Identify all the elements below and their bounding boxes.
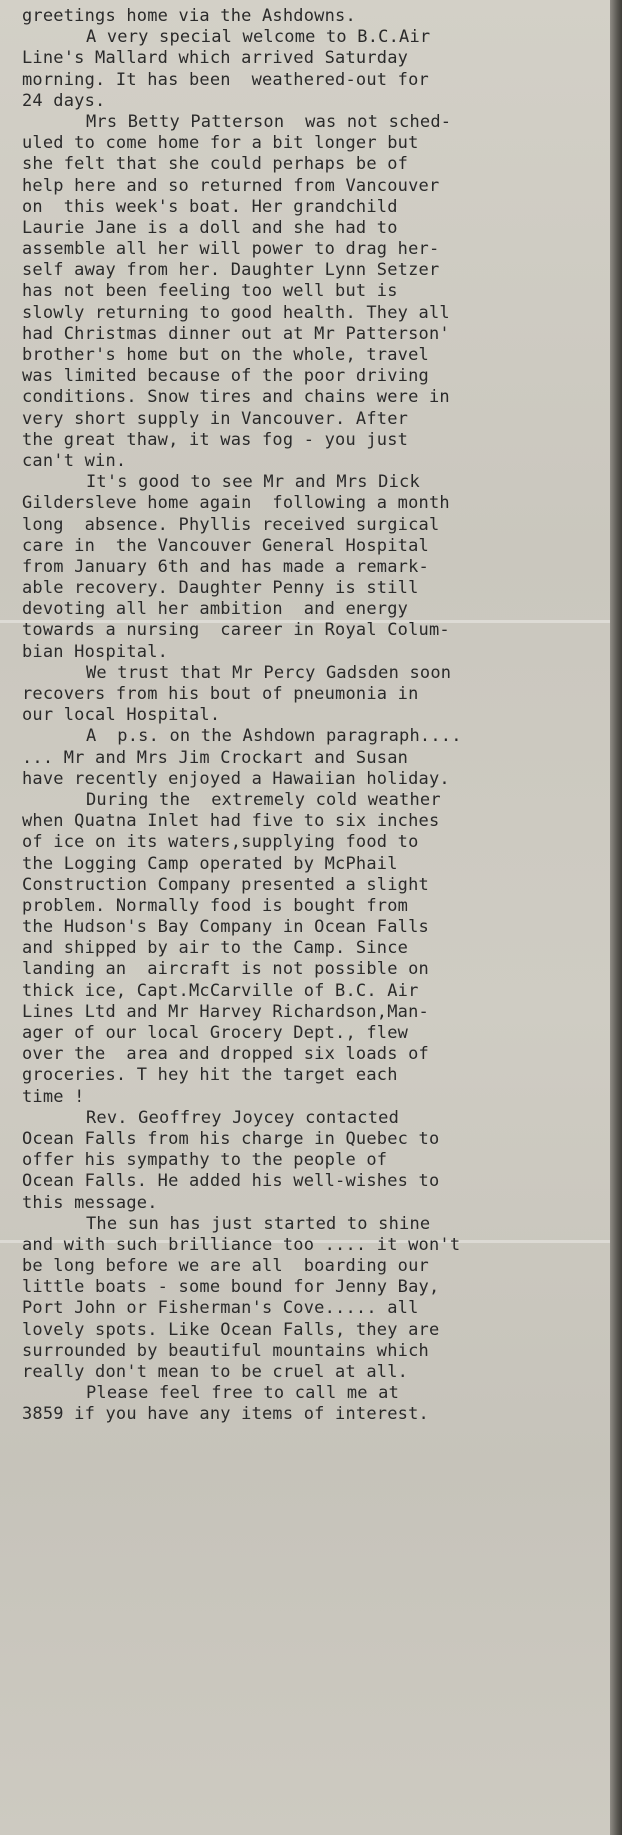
- text-line: time !: [22, 1086, 85, 1107]
- text-line: The sun has just started to shine: [86, 1213, 431, 1234]
- text-line: A very special welcome to B.C.Air: [86, 27, 431, 48]
- text-line: and shipped by air to the Camp. Since: [22, 938, 409, 959]
- text-line: assemble all her will power to drag her-: [22, 239, 440, 260]
- text-line: surrounded by beautiful mountains which: [22, 1340, 429, 1361]
- text-line: little boats - some bound for Jenny Bay,: [22, 1277, 440, 1298]
- text-line: able recovery. Daughter Penny is still: [22, 578, 419, 599]
- text-line: be long before we are all boarding our: [22, 1256, 429, 1277]
- paragraph-quatna-inlet: [22, 790, 602, 1108]
- paragraph-ashdown-ps: [22, 726, 602, 790]
- text-line: Port John or Fisherman's Cove..... all: [22, 1298, 419, 1319]
- text-line: ... Mr and Mrs Jim Crockart and Susan: [22, 747, 409, 768]
- text-line: morning. It has been weathered-out for: [22, 69, 429, 90]
- paragraph-betty-patterson: [22, 112, 602, 472]
- text-line: 24 days.: [22, 90, 106, 111]
- article-column: [22, 6, 602, 1426]
- text-line: help here and so returned from Vancouver: [22, 175, 440, 196]
- text-line: ager of our local Grocery Dept., flew: [22, 1023, 409, 1043]
- text-line: the Hudson's Bay Company in Ocean Falls: [22, 917, 429, 938]
- paragraph-contact: [22, 1383, 602, 1425]
- text-line: Construction Company presented a slight: [22, 874, 429, 895]
- text-line: Ocean Falls from his charge in Quebec to: [22, 1128, 440, 1149]
- clipping-edge-shadow: [610, 0, 622, 1835]
- text-line: really don't mean to be cruel at all.: [22, 1362, 409, 1382]
- paragraph-mallard-welcome: [22, 27, 602, 112]
- text-line: thick ice, Capt.McCarville of B.C. Air: [22, 980, 419, 1001]
- text-line: from January 6th and has made a remark-: [22, 556, 429, 577]
- text-line: We trust that Mr Percy Gadsden soon: [86, 662, 452, 683]
- text-line: and with such brilliance too .... it won't: [22, 1234, 461, 1255]
- paragraph-gildersleve: [22, 472, 602, 663]
- paragraph-sun-shine: [22, 1214, 602, 1384]
- text-line: can't win.: [22, 450, 127, 471]
- text-line: has not been feeling too well but is: [22, 281, 398, 302]
- text-line: brother's home but on the whole, travel: [22, 345, 429, 365]
- text-line: landing an aircraft is not possible on: [22, 959, 429, 980]
- text-line: It's good to see Mr and Mrs Dick: [86, 472, 420, 493]
- text-line: 3859 if you have any items of interest.: [22, 1404, 429, 1425]
- text-line: conditions. Snow tires and chains were in: [22, 387, 450, 408]
- text-line: care in the Vancouver General Hospital: [22, 535, 429, 556]
- text-line: problem. Normally food is bought from: [22, 895, 409, 916]
- text-line: our local Hospital.: [22, 705, 221, 726]
- text-line: Laurie Jane is a doll and she had to: [22, 217, 398, 238]
- text-line: offer his sympathy to the people of: [22, 1150, 388, 1171]
- text-line: uled to come home for a bit longer but: [22, 133, 419, 154]
- text-line: Gildersleve home again following a month: [22, 493, 450, 514]
- text-line: devoting all her ambition and energy: [22, 599, 409, 620]
- text-line: Ocean Falls. He added his well-wishes to: [22, 1171, 440, 1192]
- text-line: Line's Mallard which arrived Saturday: [22, 48, 409, 69]
- text-line: of ice on its waters,supplying food to: [22, 832, 419, 853]
- text-line: the Logging Camp operated by McPhail: [22, 853, 398, 874]
- text-line: on this week's boat. Her grandchild: [22, 196, 398, 217]
- paragraph-rev-joycey: [22, 1108, 602, 1214]
- text-line: slowly returning to good health. They all: [22, 302, 450, 323]
- paragraph-gadsden: [22, 663, 602, 727]
- text-line: had Christmas dinner out at Mr Patterson': [22, 323, 450, 344]
- text-line: greetings home via the Ashdowns.: [22, 6, 356, 26]
- text-line: Rev. Geoffrey Joycey contacted: [86, 1107, 400, 1128]
- paragraph-greetings: [22, 6, 602, 27]
- text-line: recovers from his bout of pneumonia in: [22, 684, 419, 704]
- text-line: Mrs Betty Patterson was not sched-: [86, 111, 452, 132]
- text-line: A p.s. on the Ashdown paragraph....: [86, 726, 462, 747]
- text-line: very short supply in Vancouver. After: [22, 408, 409, 429]
- text-line: was limited because of the poor driving: [22, 366, 429, 387]
- text-line: long absence. Phyllis received surgical: [22, 514, 440, 535]
- text-line: self away from her. Daughter Lynn Setzer: [22, 260, 440, 281]
- text-line: over the area and dropped six loads of: [22, 1044, 429, 1065]
- text-line: when Quatna Inlet had five to six inches: [22, 811, 440, 832]
- text-line: Please feel free to call me at: [86, 1383, 400, 1404]
- text-line: this message.: [22, 1192, 158, 1213]
- text-line: lovely spots. Like Ocean Falls, they are: [22, 1319, 440, 1340]
- text-line: groceries. T hey hit the target each: [22, 1065, 398, 1086]
- text-line: have recently enjoyed a Hawaiian holiday.: [22, 768, 450, 789]
- text-line: towards a nursing career in Royal Colum-: [22, 620, 450, 641]
- text-line: During the extremely cold weather: [86, 789, 441, 810]
- text-line: bian Hospital.: [22, 641, 169, 662]
- text-line: she felt that she could perhaps be of: [22, 154, 409, 175]
- text-line: Lines Ltd and Mr Harvey Richardson,Man-: [22, 1001, 429, 1022]
- text-line: the great thaw, it was fog - you just: [22, 429, 409, 450]
